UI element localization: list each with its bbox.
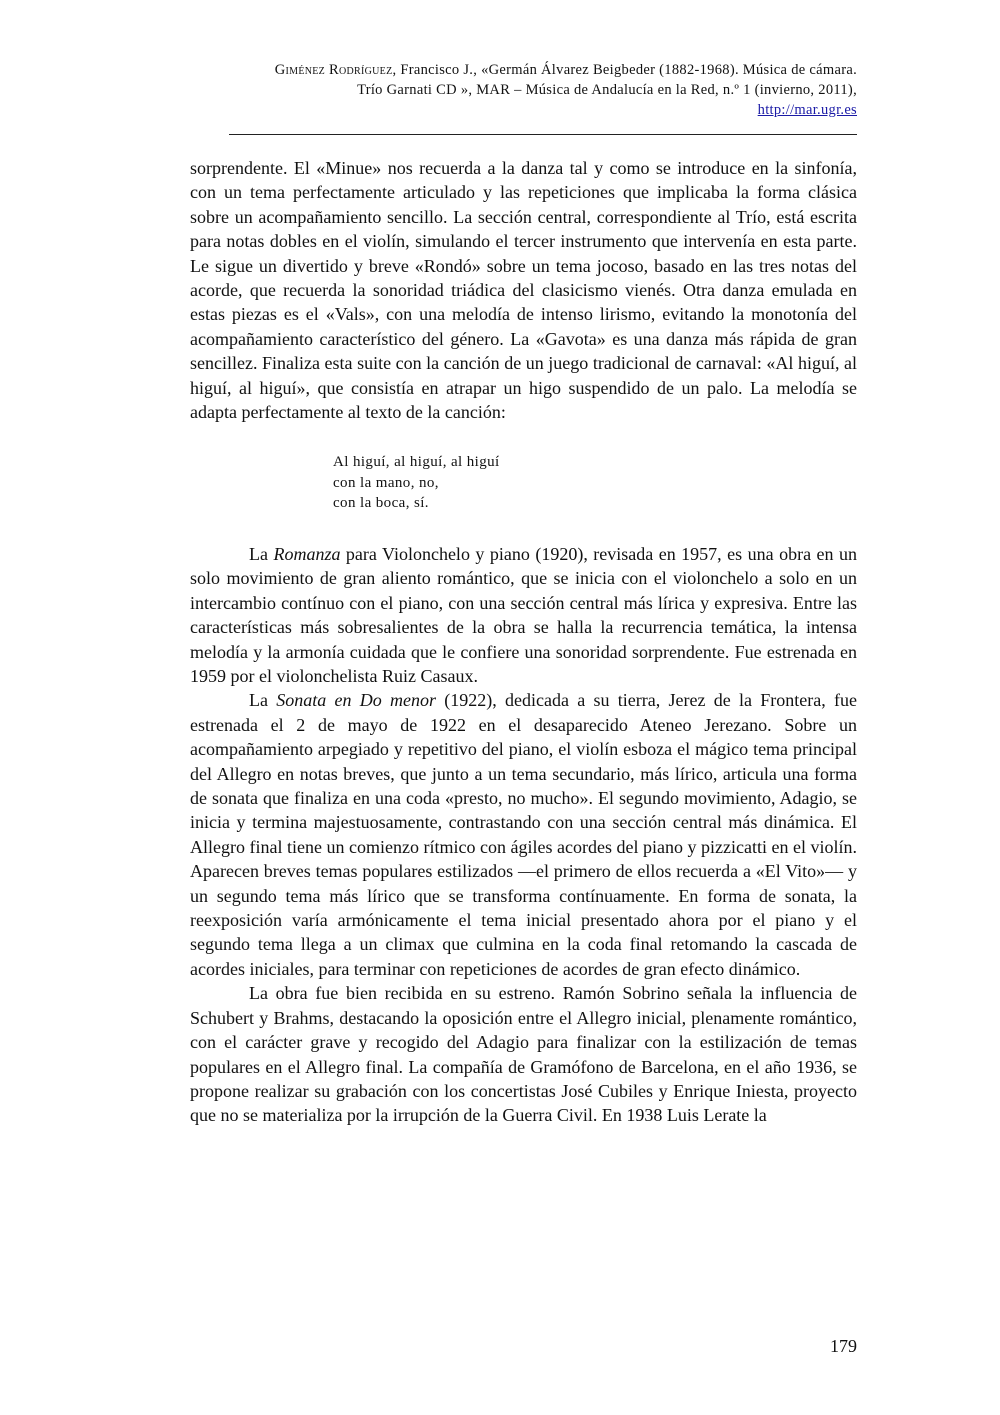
- verse-quote: [333, 452, 857, 514]
- header-author: Giménez Rodríguez: [274, 62, 393, 78]
- main-text: [190, 156, 857, 1128]
- header-rule: [229, 134, 857, 135]
- work-title-romanza: Romanza: [273, 543, 341, 564]
- paragraph-romanza-text: para Violonchelo y piano (1920), revisada en 1957, es una obra en un solo movimiento de gran aliento romántico, que se inicia con el violonchelo a solo en un intercambio contínuo con el piano, con una sección central más lírica y expresiva. Entre las características más sobresalientes de la obra se halla la recurrencia temática, la intensa melodía y la armonía cuidada que le confiere una sonoridad sorprendente. Fue estrenada en 1959 por el violonchelista Ruiz Casaux.: [190, 543, 857, 686]
- header-citation-line-2: Trío Garnati CD », MAR – Música de Andalucía en la Red, n.º 1 (invierno, 2011),: [357, 82, 857, 98]
- paragraph-sonata-text: (1922), dedicada a su tierra, Jerez de la Frontera, fue estrenada el 2 de mayo de 1922 en el desaparecido Ateneo Jerezano. Sobre un acompañamiento arpegiado y repetitivo del piano, el violín esboza el mágico tema principal del Allegro en notas breves, que junto a un tema secundario, más lírico, articula una forma de sonata que finaliza en una coda «presto, no mucho». El segundo movimiento, Adagio, se inicia y termina majestuosamente, contrastando con una sección central más dinámica. El Allegro final tiene un comienzo rítmico con ágiles acordes del piano y pizzicatti en el violín. Aparecen breves temas populares estilizados —el primero de ellos recuerda a «El Vito»— y un segundo tema más lírico que se transforma contínuamente. En forma de sonata, la reexposición varía armónicamente el tema inicial presentado ahora por el piano y el segundo tema llega a un climax que culmina en la coda final retomando la cascada de acordes iniciales, para terminar con repeticiones de acordes de gran efecto dinámico.: [190, 690, 857, 979]
- paragraph-1: sorprendente. El «Minue» nos recuerda a la danza tal y como se introduce en la sinfonía, con un tema perfectamente articulado y las repeticiones que implicaba la forma clásica sobre un acompañamiento sencillo. La sección central, correspondiente al Trío, está escrita para notas dobles en el violín, simulando el tercer instrumento que intervenía en esta parte. Le sigue un divertido y breve «Rondó» sobre un tema jocoso, basado en las tres notas del acorde, que recuerda la sonoridad triádica del clasicismo vienés. Otra danza emulada en estas piezas es el «Vals», con una melodía de intenso lirismo, evitando la monotonía del acompañamiento característico del género. La «Gavota» es una danza más rápida de gran sencillez. Finaliza esta suite con la canción de un juego tradicional de carnaval: «Al higuí, al higuí, al higuí», que consistía en atrapar un higo suspendido de un palo. La melodía se adapta perfectamente al texto de la canción:: [190, 158, 857, 423]
- paragraph-romanza: [190, 542, 857, 688]
- page-number: 179: [830, 1336, 857, 1356]
- verse-line-1: Al higuí, al higuí, al higuí: [333, 454, 500, 471]
- paragraph-sonata-lead: La: [249, 690, 277, 711]
- paragraph-reception: La obra fue bien recibida en su estreno. Ramón Sobrino señala la influencia de Schubert y Brahms, destacando la oposición entre el Allegro inicial, plenamente romántico, con el carácter grave y recogido del Adagio para finalizar con la estilización de temas populares en el Allegro final. La compañía de Gramófono de Barcelona, en el año 1936, se propone realizar su grabación con los concertistas José Cubiles y Enrique Iniesta, proyecto que no se materializa por la irrupción de la Guerra Civil. En 1938 Luis Lerate la: [190, 983, 857, 1126]
- paragraph-sonata: [190, 688, 857, 981]
- running-header: [190, 60, 857, 120]
- verse-line-3: con la boca, sí.: [333, 495, 429, 512]
- header-title: , Francisco J., «Germán Álvarez Beigbeder (1882-1968). Música de cámara.: [392, 62, 857, 78]
- header-citation-line-1: [190, 60, 857, 80]
- verse-line-2: con la mano, no,: [333, 474, 439, 491]
- paragraph-romanza-lead: La: [249, 543, 274, 564]
- header-link[interactable]: http://mar.ugr.es: [757, 102, 857, 118]
- work-title-sonata: Sonata en Do menor: [276, 690, 437, 711]
